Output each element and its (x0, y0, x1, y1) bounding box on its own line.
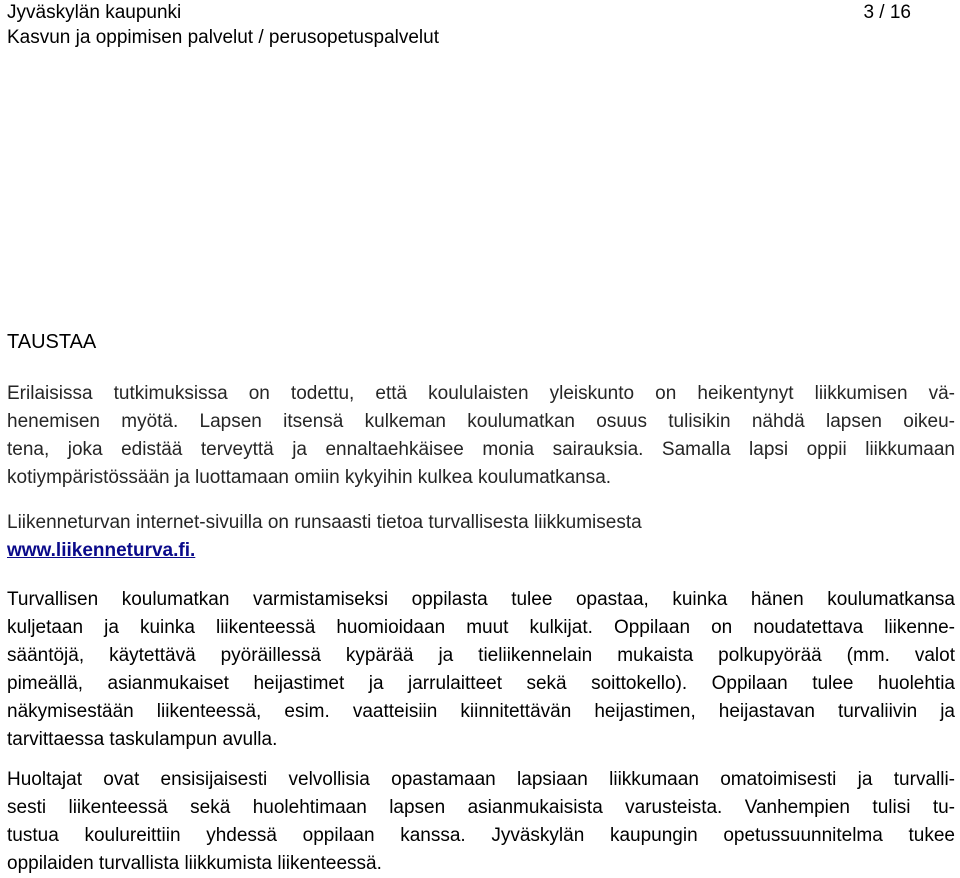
paragraph-line: Turvallisen koulumatkan varmistamiseksi oppilasta tulee opastaa, kuinka hänen koulumatkansa (7, 589, 955, 610)
page-number: 3 / 16 (863, 2, 911, 23)
paragraph-line: henemisen myötä. Lapsen itsensä kulkeman koulumatkan osuus tulisikin nähdä lapsen oikeu- (7, 411, 955, 432)
paragraph-line: kotiympäristössään ja luottamaan omiin kykyihin kulkea koulumatkansa. (7, 467, 612, 488)
paragraph-line: Erilaisissa tutkimuksissa on todettu, että koululaisten yleiskunto on heikentynyt liikkumisen vä- (7, 383, 955, 404)
section-title: TAUSTAA (7, 331, 97, 353)
paragraph-line: tena, joka edistää terveyttä ja ennaltaehkäisee monia sairauksia. Samalla lapsi oppii liikkumaan (7, 439, 955, 460)
paragraph-line: näkymisestään liikenteessä, esim. vaatteisiin kiinnitettävän heijastimen, heijastavan turvaliivin ja (7, 701, 955, 722)
organization-name: Jyväskylän kaupunki (7, 2, 182, 23)
paragraph-line: tustua koulureittiin yhdessä oppilaan kanssa. Jyväskylän kaupungin opetussuunnitelma tukee (7, 825, 955, 846)
liikenneturva-link[interactable]: www.liikenneturva.fi (7, 540, 191, 561)
department-name: Kasvun ja oppimisen palvelut / perusopetuspalvelut (7, 27, 439, 48)
paragraph-safe-school-route (7, 586, 955, 754)
paragraph-line: pimeällä, asianmukaiset heijastimet ja jarrulaitteet sekä soittokello). Oppilaan tulee huolehtia (7, 673, 955, 694)
paragraph-line: tarvittaessa taskulampun avulla. (7, 729, 278, 750)
page-header (7, 0, 955, 50)
link-trailing-period: . (190, 540, 196, 561)
paragraph-line: oppilaiden turvallista liikkumista liikenteessä. (7, 853, 382, 874)
paragraph-line: sääntöjä, käytettävä pyöräillessä kypärää ja tieliikennelain mukaista polkupyörää (mm. valot (7, 645, 955, 666)
paragraph-background (7, 380, 955, 492)
paragraph-guardians (7, 766, 955, 878)
paragraph-line: Huoltajat ovat ensisijaisesti velvollisia opastamaan lapsiaan liikkumaan omatoimisesti ja turvalli- (7, 769, 955, 790)
paragraph-line: sesti liikenteessä sekä huolehtimaan lapsen asianmukaisista varusteista. Vanhempien tulisi tu- (7, 797, 955, 818)
paragraph-line: kuljetaan ja kuinka liikenteessä huomioidaan muut kulkijat. Oppilaan on noudatettava liikenne- (7, 617, 955, 638)
link-line (7, 537, 955, 565)
header-top-row (7, 0, 955, 25)
paragraph-liikenneturva (7, 509, 955, 565)
paragraph-line: Liikenneturvan internet-sivuilla on runsaasti tietoa turvallisesta liikkumisesta (7, 512, 642, 533)
